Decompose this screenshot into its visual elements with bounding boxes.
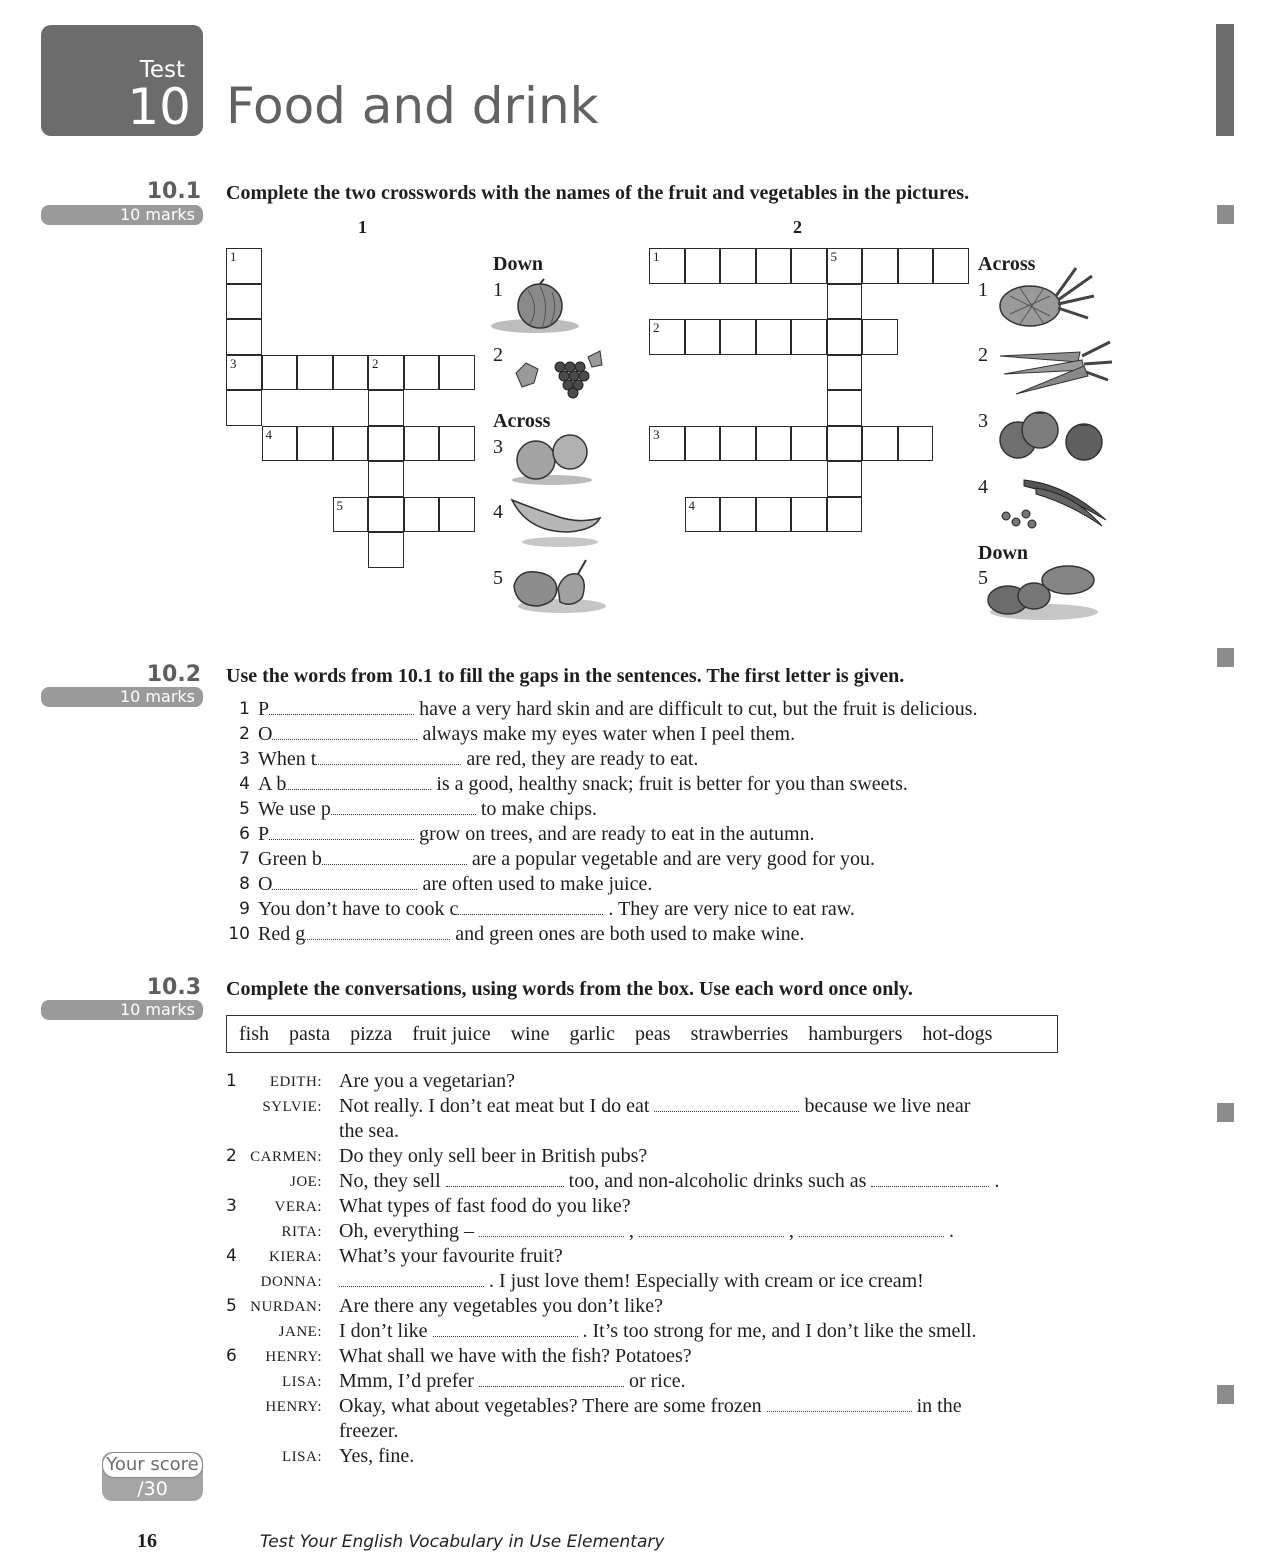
sentence-end: to make chips. — [475, 798, 597, 820]
sentence-text — [258, 823, 815, 845]
sentence-end: have a very hard skin and are difficult to cut, but the fruit is delicious. — [414, 698, 978, 720]
answer-gap[interactable] — [272, 874, 417, 890]
crossword-cell[interactable] — [827, 497, 863, 533]
dialogue-line — [339, 1394, 962, 1419]
word-box — [226, 1015, 1058, 1053]
sentence-number: 10 — [228, 924, 250, 944]
score-label: Your score — [102, 1452, 203, 1478]
grapes-picture — [508, 345, 608, 400]
dialogue-text: . — [943, 1220, 954, 1242]
crossword-cell[interactable] — [368, 426, 404, 462]
box-word: hamburgers — [808, 1022, 903, 1045]
crossword-cell[interactable] — [368, 532, 404, 568]
sentence-text — [258, 723, 795, 745]
clue-number: 3 — [978, 410, 988, 432]
crossword-2-label: 2 — [793, 217, 802, 237]
crossword-cell[interactable] — [297, 355, 333, 391]
sentence — [226, 697, 977, 722]
speaker: LISA: — [282, 1374, 322, 1390]
test-number: 10 — [127, 78, 191, 136]
crossword-1-label: 1 — [358, 217, 367, 237]
crossword-cell[interactable] — [791, 497, 827, 533]
box-word: hot-dogs — [922, 1022, 993, 1045]
tomatoes-picture — [996, 404, 1108, 466]
speaker: JANE: — [278, 1324, 322, 1340]
sentence-number: 4 — [239, 774, 250, 794]
score-total[interactable]: /30 — [137, 1478, 168, 1500]
crossword-cell[interactable] — [439, 355, 475, 391]
clue-number: 4 — [978, 476, 988, 498]
cell-number: 2 — [653, 320, 660, 335]
sentence-text — [258, 873, 652, 895]
cell-number: 5 — [830, 249, 837, 264]
sentence — [226, 922, 805, 947]
dialogue-text: Mmm, I’d prefer — [339, 1370, 479, 1392]
clue-number: 2 — [978, 344, 988, 366]
edge-marker — [1217, 205, 1234, 224]
cell-number: 4 — [265, 426, 272, 442]
pineapple-picture — [996, 266, 1096, 330]
answer-gap[interactable] — [639, 1221, 784, 1237]
cell-number: 2 — [372, 355, 379, 371]
conversation-number: 2 — [226, 1146, 237, 1166]
sentence — [226, 772, 908, 797]
box-word: strawberries — [690, 1022, 789, 1045]
crossword-cell[interactable] — [226, 355, 262, 391]
crossword-cell[interactable] — [720, 426, 756, 462]
answer-gap[interactable] — [479, 1221, 624, 1237]
sentence-text — [258, 798, 597, 820]
dialogue-line: What types of fast food do you like? — [339, 1195, 631, 1217]
crossword-cell[interactable] — [262, 355, 298, 391]
dialogue-text: or rice. — [623, 1370, 686, 1392]
section-marks: 10 marks — [41, 205, 203, 225]
sentence-end: are often used to make juice. — [417, 873, 653, 895]
crossword-cell[interactable] — [368, 497, 404, 533]
crossword-cell[interactable] — [649, 248, 685, 284]
conversation-number: 5 — [226, 1296, 237, 1316]
box-word: wine — [510, 1022, 550, 1045]
sentence-end: grow on trees, and are ready to eat in the autumn. — [414, 823, 815, 845]
sentence-start: A b — [258, 773, 287, 795]
section-number: 10.3 — [146, 975, 201, 1000]
crossword-cell[interactable] — [791, 319, 827, 355]
speaker: LISA: — [282, 1449, 322, 1465]
sentence-start: Green b — [258, 848, 322, 870]
crossword-cell[interactable] — [791, 248, 827, 284]
cell-number: 3 — [230, 355, 237, 371]
box-word: pizza — [350, 1022, 393, 1045]
crossword-cell[interactable] — [827, 248, 863, 284]
crossword-cell[interactable] — [827, 426, 863, 462]
answer-gap[interactable] — [322, 849, 467, 865]
sentence-start: P — [258, 698, 270, 720]
crossword-cell[interactable] — [226, 390, 262, 426]
speaker: DONNA: — [260, 1274, 322, 1290]
oranges-picture — [510, 428, 595, 486]
cell-number: 4 — [688, 497, 695, 513]
banana-picture — [508, 494, 603, 549]
beans-picture — [996, 474, 1114, 534]
sentence-start: P — [258, 823, 270, 845]
clue-number: 2 — [493, 344, 503, 366]
crossword-cell[interactable] — [226, 319, 262, 355]
dialogue-text: . It’s too strong for me, and I don’t like the smell. — [577, 1320, 977, 1342]
speaker: SYLVIE: — [262, 1099, 322, 1115]
box-word: fish — [239, 1022, 269, 1045]
conversation-number: 4 — [226, 1246, 237, 1266]
crossword-cell[interactable] — [368, 461, 404, 497]
crossword-cell[interactable] — [933, 248, 969, 284]
sentence — [226, 897, 855, 922]
dialogue-text: , — [783, 1220, 799, 1242]
sentence-number: 3 — [239, 749, 250, 769]
crossword-cell[interactable] — [439, 497, 475, 533]
dialogue-text: No, they sell — [339, 1170, 446, 1192]
speaker: VERA: — [274, 1199, 322, 1215]
sentence-start: O — [258, 723, 273, 745]
sentence — [226, 847, 875, 872]
dialogue-line: Yes, fine. — [339, 1445, 415, 1467]
instruction: Complete the two crosswords with the names of the fruit and vegetables in the pictures. — [226, 182, 970, 204]
sentence — [226, 872, 652, 897]
answer-gap[interactable] — [316, 749, 461, 765]
crossword-cell[interactable] — [333, 426, 369, 462]
dialogue-text: because we live near — [799, 1095, 971, 1117]
page-title: Food and drink — [226, 77, 599, 135]
cell-number: 1 — [230, 249, 237, 264]
conversation-number: 1 — [226, 1071, 237, 1091]
sentence-start: We use p — [258, 798, 331, 820]
dialogue-text: Oh, everything – — [339, 1220, 479, 1242]
answer-gap[interactable] — [799, 1221, 944, 1237]
cell-number: 5 — [336, 497, 343, 513]
crossword-cell[interactable] — [720, 319, 756, 355]
crossword-cell[interactable] — [333, 497, 369, 533]
clue-number: 1 — [978, 279, 988, 301]
page-number: 16 — [137, 1530, 157, 1552]
sentence-start: You don’t have to cook c — [258, 898, 459, 920]
crossword-cell[interactable] — [827, 461, 863, 497]
crossword-cell[interactable] — [827, 284, 863, 320]
crossword-cell[interactable] — [404, 497, 440, 533]
dialogue-text: Not really. I don’t eat meat but I do eat — [339, 1095, 655, 1117]
sentence — [226, 722, 795, 747]
potatoes-picture — [984, 562, 1100, 624]
crossword-cell[interactable] — [685, 426, 721, 462]
crossword-cell[interactable] — [827, 390, 863, 426]
section-number: 10.1 — [146, 179, 201, 204]
sentence-number: 5 — [239, 799, 250, 819]
speaker: HENRY: — [265, 1349, 322, 1365]
book-title: Test Your English Vocabulary in Use Elementary — [260, 1532, 665, 1552]
section-marks: 10 marks — [41, 1000, 203, 1020]
dialogue-line — [339, 1269, 924, 1294]
sentence-text — [258, 898, 855, 920]
sentence-text — [258, 848, 875, 870]
answer-gap[interactable] — [272, 724, 417, 740]
edge-marker — [1217, 648, 1234, 667]
crossword-cell[interactable] — [756, 426, 792, 462]
crossword-cell[interactable] — [685, 248, 721, 284]
crossword-cell[interactable] — [404, 355, 440, 391]
clue-number: 3 — [493, 436, 503, 458]
sentence-number: 8 — [239, 874, 250, 894]
crossword-cell[interactable] — [791, 426, 827, 462]
crossword-cell[interactable] — [898, 426, 934, 462]
crossword-cell[interactable] — [226, 248, 262, 284]
crossword-cell[interactable] — [439, 426, 475, 462]
crossword-cell[interactable] — [368, 355, 404, 391]
clue-number: 4 — [493, 501, 503, 523]
conversation-number: 3 — [226, 1196, 237, 1216]
speaker: CARMEN: — [250, 1149, 322, 1165]
edge-tab — [1216, 24, 1234, 136]
sentence-number: 9 — [239, 899, 250, 919]
sentence-end: is a good, healthy snack; fruit is better for you than sweets. — [431, 773, 908, 795]
sentence — [226, 797, 597, 822]
pears-picture — [508, 558, 608, 616]
sentence-end: are red, they are ready to eat. — [461, 748, 699, 770]
crossword-cell[interactable] — [262, 426, 298, 462]
sentence-end: and green ones are both used to make wine. — [450, 923, 805, 945]
crossword-cell[interactable] — [862, 426, 898, 462]
box-word: peas — [635, 1022, 671, 1045]
dialogue-line: freezer. — [339, 1420, 399, 1442]
crossword-cell[interactable] — [756, 497, 792, 533]
onion-picture — [490, 278, 580, 336]
section-number: 10.2 — [146, 662, 201, 687]
answer-gap[interactable] — [767, 1396, 912, 1412]
speaker: KIERA: — [269, 1249, 322, 1265]
clue-heading-down: Down — [493, 253, 544, 275]
clue-number: 5 — [493, 567, 503, 589]
crossword-cell[interactable] — [898, 248, 934, 284]
dialogue-line: What shall we have with the fish? Potatoes? — [339, 1345, 692, 1367]
carrots-picture — [996, 338, 1114, 398]
sentence-start: When t — [258, 748, 317, 770]
speaker: RITA: — [281, 1224, 322, 1240]
answer-gap[interactable] — [871, 1171, 989, 1187]
dialogue-line: Do they only sell beer in British pubs? — [339, 1145, 648, 1167]
sentence — [226, 747, 698, 772]
answer-gap[interactable] — [479, 1371, 624, 1387]
crossword-cell[interactable] — [720, 497, 756, 533]
test-tab — [41, 25, 203, 136]
sentence-end: always make my eyes water when I peel them. — [417, 723, 796, 745]
dialogue-line: the sea. — [339, 1120, 399, 1142]
edge-marker — [1217, 1103, 1234, 1122]
answer-gap[interactable] — [458, 899, 603, 915]
box-word: garlic — [569, 1022, 616, 1045]
dialogue-text: . I just love them! Especially with cream or ice cream! — [484, 1270, 924, 1292]
speaker: NURDAN: — [250, 1299, 322, 1315]
sentence-start: Red g — [258, 923, 306, 945]
crossword-cell[interactable] — [404, 426, 440, 462]
answer-gap[interactable] — [446, 1171, 564, 1187]
crossword-cell[interactable] — [368, 390, 404, 426]
sentence — [226, 822, 815, 847]
dialogue-text: too, and non-alcoholic drinks such as — [563, 1170, 872, 1192]
dialogue-line — [339, 1319, 977, 1344]
box-word: fruit juice — [412, 1022, 491, 1045]
crossword-cell[interactable] — [756, 248, 792, 284]
sentence-text — [258, 923, 805, 945]
dialogue-line — [339, 1169, 999, 1194]
test-label: Test — [139, 57, 185, 83]
answer-gap[interactable] — [269, 699, 414, 715]
crossword-cell[interactable] — [827, 319, 863, 355]
crossword-cell[interactable] — [226, 284, 262, 320]
clue-number: 5 — [978, 567, 988, 589]
edge-marker — [1217, 1385, 1234, 1404]
speaker: HENRY: — [265, 1399, 322, 1415]
dialogue-line — [339, 1094, 970, 1119]
sentence-text — [258, 698, 977, 720]
instruction: Complete the conversations, using words from the box. Use each word once only. — [226, 978, 913, 1000]
crossword-cell[interactable] — [827, 355, 863, 391]
clue-heading-across: Across — [493, 410, 551, 432]
speaker: JOE: — [290, 1174, 322, 1190]
answer-gap[interactable] — [331, 799, 476, 815]
dialogue-text: I don’t like — [339, 1320, 433, 1342]
sentence-text — [258, 773, 908, 795]
crossword-cell[interactable] — [333, 355, 369, 391]
sentence-number: 6 — [239, 824, 250, 844]
dialogue-text: in the — [911, 1395, 962, 1417]
dialogue-line — [339, 1219, 954, 1244]
crossword-cell[interactable] — [685, 497, 721, 533]
cell-number: 3 — [653, 426, 660, 442]
dialogue-line — [339, 1369, 686, 1394]
answer-gap[interactable] — [286, 774, 431, 790]
sentence-number: 1 — [239, 699, 250, 719]
dialogue-line: Are you a vegetarian? — [339, 1070, 516, 1092]
crossword-cell[interactable] — [862, 319, 898, 355]
answer-gap[interactable] — [654, 1096, 799, 1112]
answer-gap[interactable] — [433, 1321, 578, 1337]
sentence-start: O — [258, 873, 273, 895]
instruction: Use the words from 10.1 to fill the gaps in the sentences. The first letter is given. — [226, 665, 905, 687]
answer-gap[interactable] — [269, 824, 414, 840]
crossword-cell[interactable] — [649, 319, 685, 355]
clue-heading-across: Across — [978, 253, 1036, 275]
crossword-cell[interactable] — [649, 426, 685, 462]
crossword-cell[interactable] — [862, 248, 898, 284]
crossword-cell[interactable] — [720, 248, 756, 284]
speaker: EDITH: — [269, 1074, 322, 1090]
dialogue-text: . — [989, 1170, 1000, 1192]
dialogue-text: Okay, what about vegetables? There are some frozen — [339, 1395, 767, 1417]
section-marks: 10 marks — [41, 687, 203, 707]
sentence-text — [258, 748, 698, 770]
crossword-cell[interactable] — [756, 319, 792, 355]
dialogue-line: What’s your favourite fruit? — [339, 1245, 563, 1267]
crossword-cell[interactable] — [685, 319, 721, 355]
sentence-number: 2 — [239, 724, 250, 744]
conversation-number: 6 — [226, 1346, 237, 1366]
sentence-number: 7 — [239, 849, 250, 869]
answer-gap[interactable] — [305, 924, 450, 940]
sentence-end: . They are very nice to eat raw. — [603, 898, 855, 920]
clue-number: 1 — [493, 279, 503, 301]
crossword-cell[interactable] — [297, 426, 333, 462]
sentence-end: are a popular vegetable and are very good for you. — [466, 848, 876, 870]
dialogue-text: , — [623, 1220, 639, 1242]
answer-gap[interactable] — [339, 1271, 484, 1287]
box-word: pasta — [289, 1022, 331, 1045]
cell-number: 1 — [653, 249, 660, 264]
clue-heading-down: Down — [978, 542, 1029, 564]
score-box — [102, 1452, 203, 1501]
dialogue-line: Are there any vegetables you don’t like? — [339, 1295, 663, 1317]
